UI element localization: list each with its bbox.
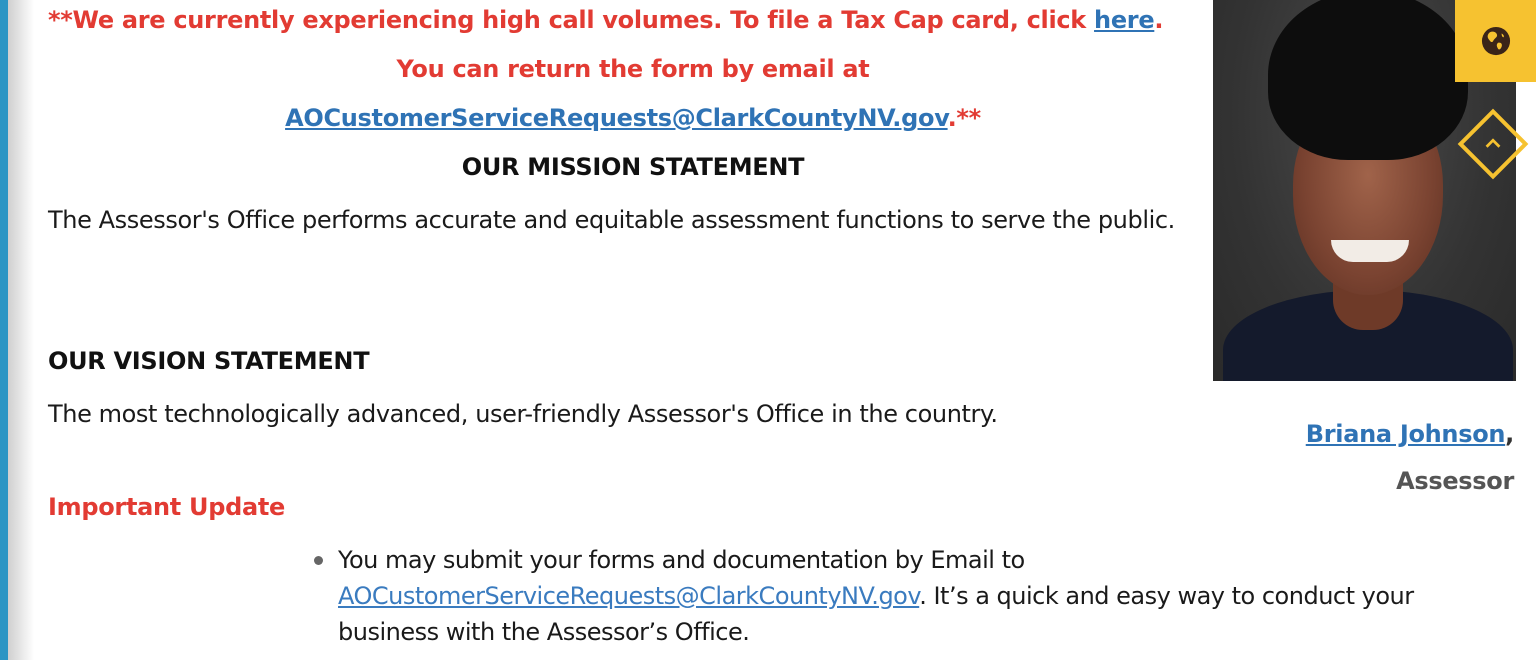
important-update-heading: Important Update — [48, 493, 286, 521]
mission-text: The Assessor's Office performs accurate and equitable assessment functions to serve the public. — [48, 206, 1175, 234]
notice-email-link[interactable]: AOCustomerServiceRequests@ClarkCountyNV.gov — [285, 104, 948, 132]
bullet-icon — [314, 556, 323, 565]
notice-line-3 — [48, 104, 1218, 132]
chevron-up-icon — [1481, 132, 1505, 156]
notice-punctuation: . — [1154, 6, 1164, 34]
important-update-list — [338, 542, 1498, 650]
vision-heading: OUR VISION STATEMENT — [48, 347, 370, 375]
list-item — [338, 542, 1498, 650]
photo-hair — [1268, 0, 1468, 160]
mission-heading: OUR MISSION STATEMENT — [461, 153, 805, 181]
assessor-name — [1306, 420, 1514, 448]
notice-line-2: You can return the form by email at — [396, 55, 870, 83]
name-comma: , — [1505, 420, 1514, 448]
assessor-title: Assessor — [1396, 467, 1514, 495]
notice-text: **We are currently experiencing high call volumes. To file a Tax Cap card, click — [48, 6, 1095, 34]
notice-line-1 — [48, 6, 1228, 34]
update-email-link[interactable]: AOCustomerServiceRequests@ClarkCountyNV.gov — [338, 582, 920, 610]
vision-text: The most technologically advanced, user-friendly Assessor's Office in the country. — [48, 400, 998, 428]
list-item-text: You may submit your forms and documentation by Email to — [338, 546, 1025, 574]
globe-icon — [1481, 26, 1511, 56]
tax-cap-here-link[interactable]: here — [1094, 6, 1155, 34]
translate-button[interactable] — [1455, 0, 1536, 82]
list-item-text-suffix: . It’s a quick and easy way to conduct your business with the Assessor’s Office. — [338, 582, 1414, 646]
left-border-shadow — [8, 0, 34, 660]
left-border-bar — [0, 0, 8, 660]
photo-smile — [1331, 240, 1409, 262]
assessor-name-link[interactable]: Briana Johnson — [1305, 420, 1506, 448]
notice-suffix: .** — [947, 104, 981, 132]
